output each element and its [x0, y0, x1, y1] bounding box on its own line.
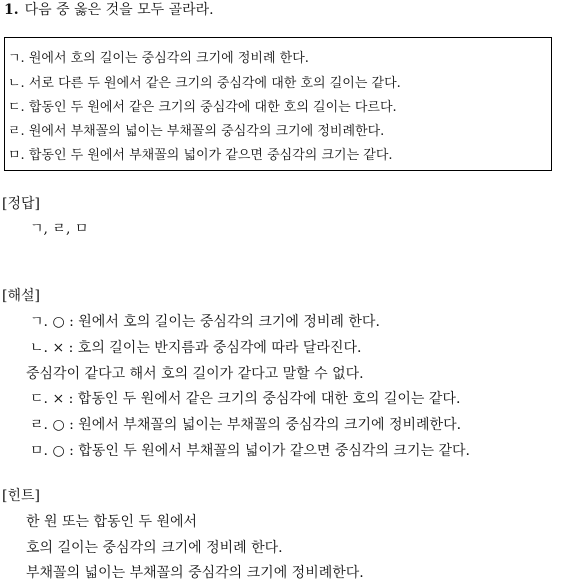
hint-label: [힌트] [2, 488, 40, 504]
answer-label: [정답] [2, 196, 40, 212]
explanation-line [30, 416, 461, 434]
explanation-text: : 합동인 두 원에서 부채꼴의 넓이가 같으면 중심각의 크기는 같다. [64, 443, 470, 459]
correct-mark: ○ [52, 443, 65, 459]
incorrect-mark: × [52, 391, 65, 407]
hint-line: 부채꼴의 넓이는 부채꼴의 중심각의 크기에 정비례한다. [26, 565, 364, 581]
choice-item: ㄴ. 서로 다른 두 원에서 같은 크기의 중심각에 대한 호의 길이는 같다. [8, 76, 401, 91]
question-text: 다음 중 옳은 것을 모두 골라라. [24, 2, 214, 18]
question-number: 1. [4, 2, 19, 18]
question-heading [4, 1, 214, 19]
explanation-text: : 원에서 부채꼴의 넓이는 부채꼴의 중심각의 크기에 정비례한다. [64, 417, 462, 433]
incorrect-mark: × [52, 340, 65, 356]
choice-item: ㄷ. 합동인 두 원에서 같은 크기의 중심각에 대한 호의 길이는 다르다. [8, 100, 397, 115]
explanation-prefix: ㄴ. [30, 340, 53, 356]
explanation-label: [해설] [2, 288, 40, 304]
choice-item: ㄱ. 원에서 호의 길이는 중심각의 크기에 정비례 한다. [8, 51, 309, 66]
choices-box [4, 37, 552, 171]
explanation-line [30, 390, 460, 408]
choice-item: ㄹ. 원에서 부채꼴의 넓이는 부채꼴의 중심각의 크기에 정비례한다. [8, 124, 385, 139]
explanation-prefix: ㄹ. [30, 417, 53, 433]
explanation-text: 중심각이 같다고 해서 호의 길이가 같다고 말할 수 없다. [26, 366, 364, 382]
explanation-line [26, 365, 364, 383]
choice-item: ㅁ. 합동인 두 원에서 부채꼴의 넓이가 같으면 중심각의 크기는 같다. [8, 148, 393, 163]
explanation-prefix: ㄱ. [30, 314, 53, 330]
answer-text: ㄱ, ㄹ, ㅁ [30, 221, 89, 237]
explanation-prefix: ㄷ. [30, 391, 53, 407]
explanation-line [30, 313, 380, 331]
hint-line: 한 원 또는 합동인 두 원에서 [26, 514, 198, 530]
explanation-text: : 호의 길이는 반지름과 중심각에 따라 달라진다. [64, 340, 362, 356]
hint-line: 호의 길이는 중심각의 크기에 정비례 한다. [26, 540, 283, 556]
correct-mark: ○ [52, 417, 65, 433]
explanation-line [30, 442, 470, 460]
explanation-prefix: ㅁ. [30, 443, 53, 459]
correct-mark: ○ [52, 314, 65, 330]
explanation-text: : 합동인 두 원에서 같은 크기의 중심각에 대한 호의 길이는 같다. [64, 391, 461, 407]
explanation-text: : 원에서 호의 길이는 중심각의 크기에 정비례 한다. [64, 314, 380, 330]
explanation-line [30, 339, 361, 357]
